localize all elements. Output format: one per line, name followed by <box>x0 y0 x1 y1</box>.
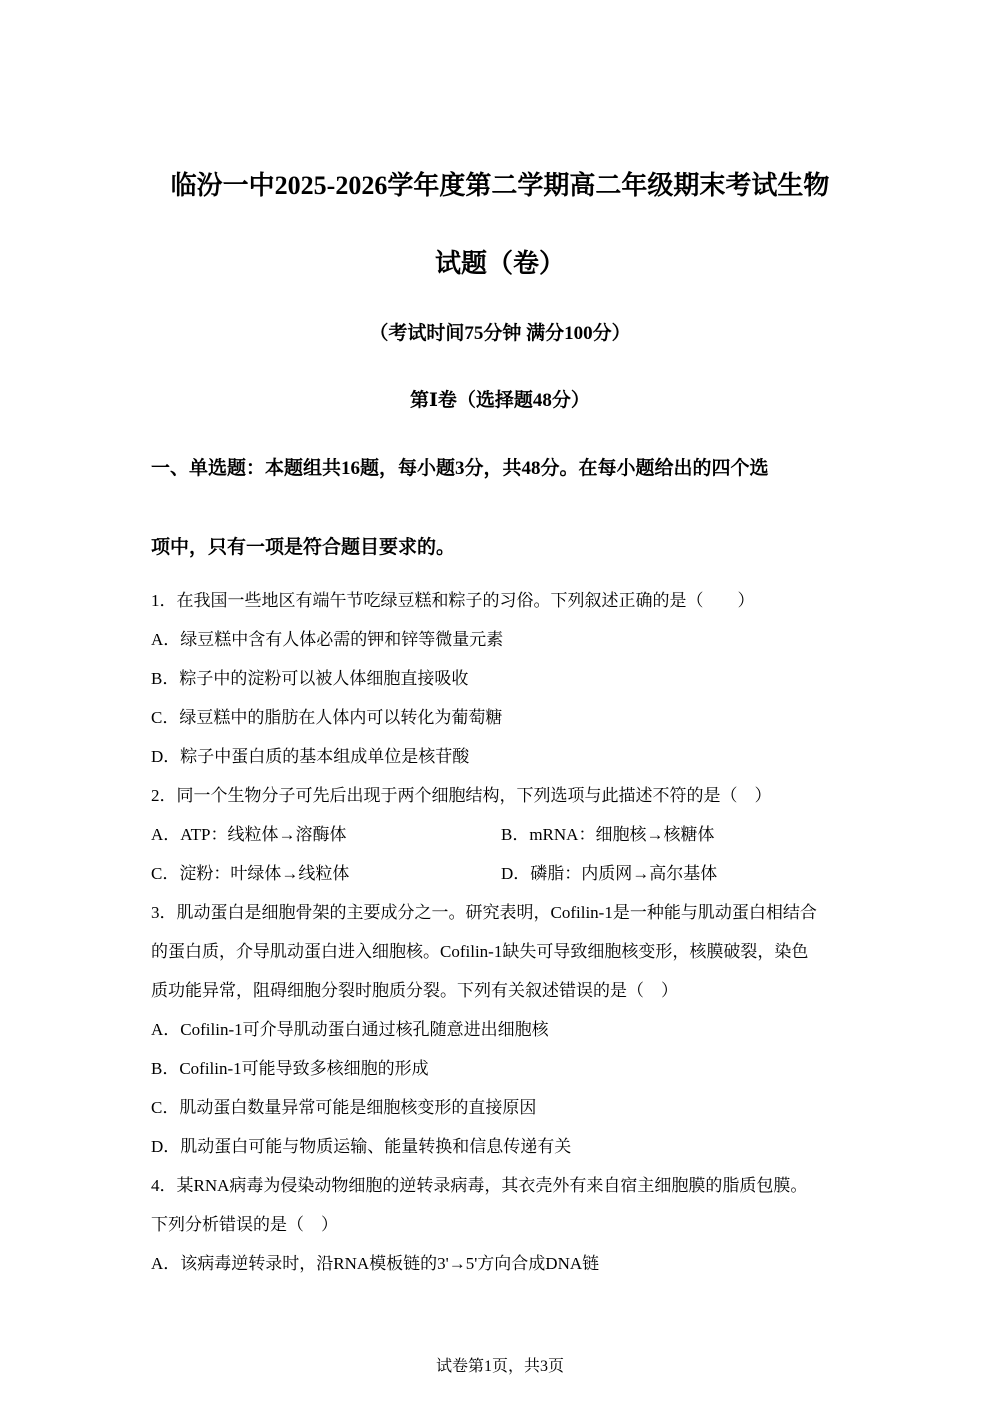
question-4-option-a: A．该病毒逆转录时，沿RNA模板链的3'→5'方向合成DNA链 <box>151 1254 600 1273</box>
question-2-option-a: A．ATP：线粒体→溶酶体 <box>151 825 347 844</box>
exam-title-line2: 试题（卷） <box>434 249 565 278</box>
question-1-option-a: A．绿豆糕中含有人体必需的钾和锌等微量元素 <box>151 630 504 649</box>
question-1-option-c: C．绿豆糕中的脂肪在人体内可以转化为葡萄糖 <box>151 708 503 727</box>
exam-info: （考试时间75分钟 满分100分） <box>369 323 631 344</box>
page-footer: 试卷第1页，共3页 <box>435 1358 564 1375</box>
question-2-option-d: D．磷脂：内质网→高尔基体 <box>501 864 718 883</box>
section-heading-line2: 项中，只有一项是符合题目要求的。 <box>151 537 456 558</box>
question-3-stem-line1: 3．肌动蛋白是细胞骨架的主要成分之一。研究表明，Cofilin-1是一种能与肌动蛋白相结合 <box>151 903 817 922</box>
question-2-option-c: C．淀粉：叶绿体→线粒体 <box>151 864 350 883</box>
question-3-option-d: D．肌动蛋白可能与物质运输、能量转换和信息传递有关 <box>151 1137 572 1156</box>
question-3-option-a: A．Cofilin-1可介导肌动蛋白通过核孔随意进出细胞核 <box>151 1020 549 1039</box>
question-4-stem-line1: 4．某RNA病毒为侵染动物细胞的逆转录病毒，其衣壳外有来自宿主细胞膜的脂质包膜。 <box>151 1176 808 1195</box>
exam-title-line1: 临汾一中2025-2026学年度第二学期高二年级期末考试生物 <box>170 171 830 200</box>
question-4-stem-line2: 下列分析错误的是（ ） <box>151 1215 338 1234</box>
question-3-option-c: C．肌动蛋白数量异常可能是细胞核变形的直接原因 <box>151 1098 537 1117</box>
question-3-option-b: B．Cofilin-1可能导致多核细胞的形成 <box>151 1059 429 1078</box>
section-heading-line1: 一、单选题：本题组共16题，每小题3分，共48分。在每小题给出的四个选 <box>151 458 769 479</box>
question-1-stem: 1．在我国一些地区有端午节吃绿豆糕和粽子的习俗。下列叙述正确的是（ ） <box>151 591 755 610</box>
part-title: 第Ⅰ卷（选择题48分） <box>410 390 590 411</box>
question-2-stem: 2．同一个生物分子可先后出现于两个细胞结构，下列选项与此描述不符的是（ ） <box>151 786 772 805</box>
question-3-stem-line3: 质功能异常，阻碍细胞分裂时胞质分裂。下列有关叙述错误的是（ ） <box>151 981 678 1000</box>
question-3-stem-line2: 的蛋白质，介导肌动蛋白进入细胞核。Cofilin-1缺失可导致细胞核变形，核膜破裂，染色 <box>151 942 809 961</box>
question-1-option-d: D．粽子中蛋白质的基本组成单位是核苷酸 <box>151 747 470 766</box>
question-1-option-b: B．粽子中的淀粉可以被人体细胞直接吸收 <box>151 669 469 688</box>
question-2-option-b: B．mRNA：细胞核→核糖体 <box>501 825 715 844</box>
